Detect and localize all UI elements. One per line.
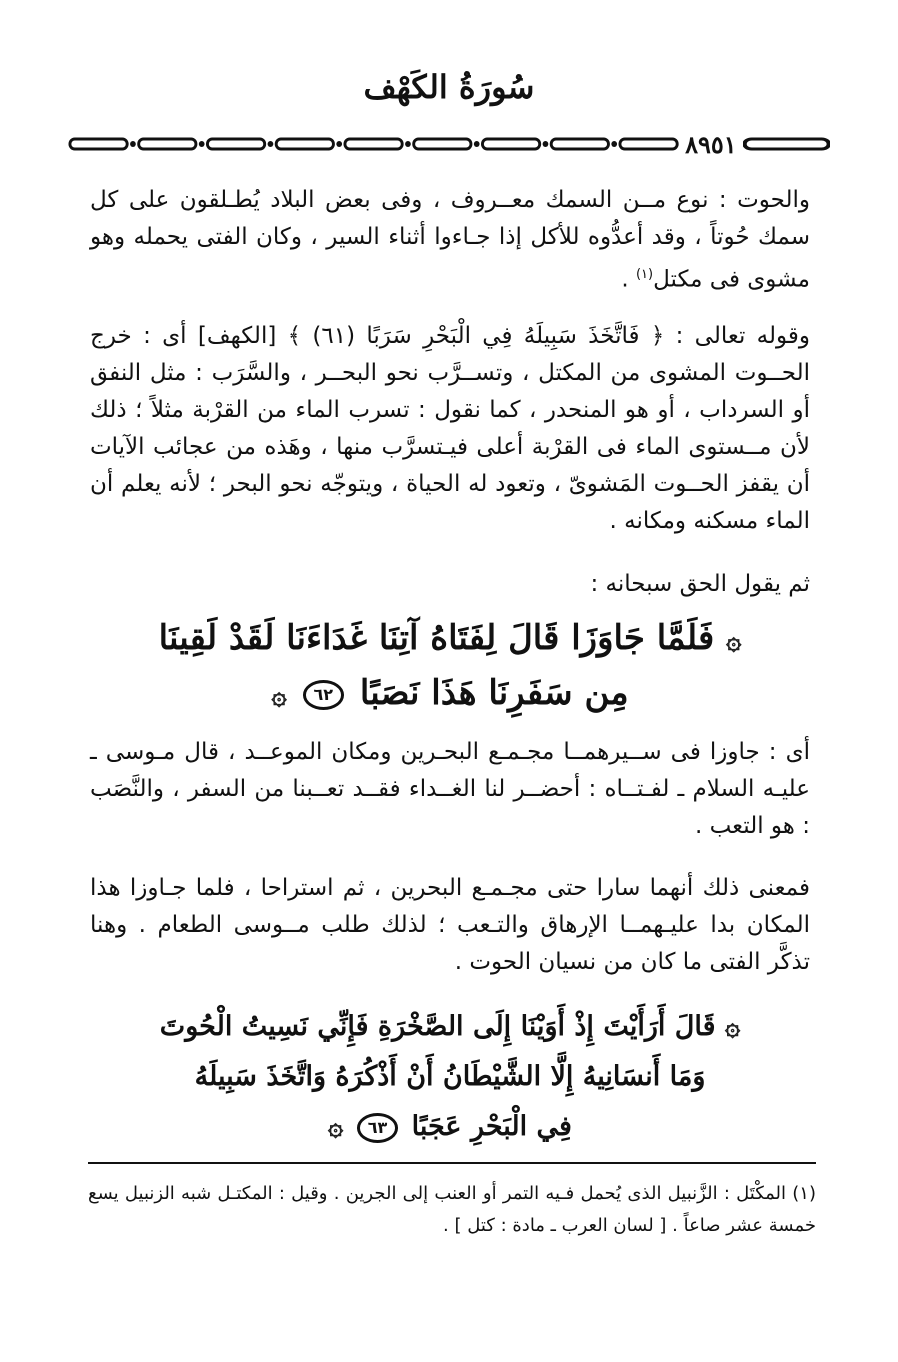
- footnote-divider: [88, 1162, 816, 1164]
- paragraph-tail: .: [621, 266, 636, 293]
- verse-line: [80, 612, 820, 667]
- paragraph-verse-61-commentary: وقوله تعالى : ﴿ فَاتَّخَذَ سَبِيلَهُ فِي الْبَحْرِ سَرَبًا (٦١) ﴾ [الكهف] أى : خرج الحــوت المشوى من المكتل ، وتســرَّب نحو البحــر ، والسَّرَب : مثل النفق أو السرداب ، أو هو المنحدر ، كما نقول : تسرب الماء من القرْبة مثلاً ؛ ذلك لأن مــستوى الماء فى القرْبة أعلى فيـتسرَّب منها ، وهَذه من عجائب الآيات أن يقفز الحــوت المَشوىّ ، وتعود له الحياة ، ويتوجّه نحو البحر ؛ لأنه يعلم أن الماء مسكنه ومكانه .: [90, 323, 810, 534]
- verse-line: [80, 1102, 820, 1152]
- verse-open-ornament-icon: ۞: [726, 626, 742, 656]
- quran-verse-62: [80, 612, 820, 722]
- ayah-number-badge: ٦٣: [357, 1113, 399, 1143]
- verse-line-text: فَلَمَّا جَاوَزَا قَالَ لِفَتَاهُ آتِنَا غَدَاءَنَا لَقَدْ لَقِينَا: [158, 618, 715, 658]
- paragraph-verse-62-commentary: أى : جاوزا فى ســيرهمــا مجـمـع البحـرين ومكان الموعــد ، قال مـوسى ـ عليـه السلام ـ لفـتــاه : أحضــر لنا الغــداء فقــد تعــبنا من السفر ، والنَّصَب : هو التعب .: [90, 739, 810, 839]
- verse-line-text: فِي الْبَحْرِ عَجَبًا: [411, 1111, 572, 1142]
- page-number: ٨٩٥١: [685, 129, 737, 159]
- footnote: (١) المكْتَل : الزَّنبيل الذى يُحمل فـيه التمر أو العنب إلى الجرين . وقيل : المكتـل شبه الزنبيل يسع خمسة عشر صاعاً . [ لسان العرب ـ مادة : كتل ] .: [88, 1183, 816, 1236]
- verse-close-ornament-icon: ۞: [271, 681, 287, 711]
- quran-verse-63: [80, 1002, 820, 1152]
- paragraph-meaning: فمعنى ذلك أنهما سارا حتى مجـمـع البحرين ، ثم استراحا ، فلما جـاوزا هذا المكان بدا عليـهمــا الإرهاق والتـعب ؛ لذلك طلب مــوسى الطعام . وهنا تذكَّر الفتى ما كان من نسيان الحوت .: [90, 875, 810, 975]
- ayah-number-badge: ٦٢: [303, 680, 345, 710]
- paragraph-intro-verse: ثم يقول الحق سبحانه :: [590, 571, 810, 597]
- verse-open-ornament-icon: ۞: [724, 1012, 741, 1042]
- verse-line-text: قَالَ أَرَأَيْتَ إِذْ أَوَيْنَا إِلَى الصَّخْرَةِ فَإِنِّي نَسِيتُ الْحُوتَ: [159, 1011, 716, 1042]
- paragraph-hut-definition: [90, 182, 810, 299]
- verse-close-ornament-icon: ۞: [328, 1112, 344, 1142]
- verse-line: [80, 1002, 820, 1052]
- header-band: [68, 128, 830, 160]
- verse-line: وَمَا أَنسَانِيهُ إِلَّا الشَّيْطَانُ أَنْ أَذْكُرَهُ وَاتَّخَذَ سَبِيلَهُ: [194, 1061, 706, 1092]
- surah-title: سُورَةُ الكَهْف: [363, 68, 535, 106]
- paragraph-text: والحوت : نوع مــن السمك معــروف ، وفى بعض البلاد يُطـلقون على كل سمك حُوتاً ، وقد أعدُّوه للأكل إذا جـاءوا أثناء السير ، وكان الفتى يحمله وهو مشوى فى مكتل: [90, 187, 810, 293]
- verse-line: [80, 667, 820, 722]
- footnote-ref[interactable]: (١): [635, 267, 654, 282]
- chain-ornament-right: [743, 135, 830, 153]
- verse-line-text: مِن سَفَرِنَا هَذَا نَصَبًا: [359, 673, 629, 713]
- chain-ornament-left: [68, 135, 679, 153]
